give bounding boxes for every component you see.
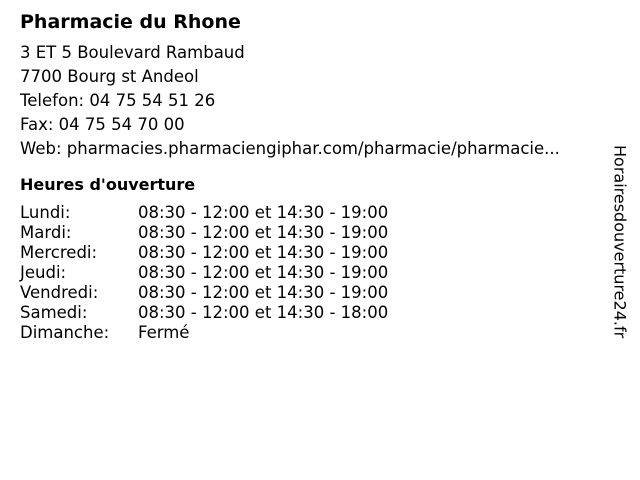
day-label: Jeudi:: [20, 263, 67, 282]
hours-row-tuesday: [20, 223, 600, 243]
pharmacy-name: Pharmacie du Rhone: [20, 11, 241, 33]
web-line[interactable]: Web: pharmacies.pharmaciengiphar.com/pharmacie/pharmacie...: [20, 139, 560, 158]
hours-row-sunday: [20, 323, 600, 343]
fax-line: Fax: 04 75 54 70 00: [20, 115, 185, 134]
address-line-2: 7700 Bourg st Andeol: [20, 67, 199, 86]
day-label: Vendredi:: [20, 283, 99, 302]
day-hours: 08:30 - 12:00 et 14:30 - 18:00: [138, 303, 389, 322]
contact-block: [20, 41, 600, 161]
day-label: Mardi:: [20, 223, 72, 242]
opening-hours-table: [20, 203, 600, 343]
watermark-text: Horairesdouverture24.fr: [610, 145, 630, 339]
day-hours: 08:30 - 12:00 et 14:30 - 19:00: [138, 263, 389, 282]
hours-row-saturday: [20, 303, 600, 323]
day-hours: 08:30 - 12:00 et 14:30 - 19:00: [138, 203, 389, 222]
day-label: Samedi:: [20, 303, 88, 322]
hours-row-thursday: [20, 263, 600, 283]
site-watermark: [600, 134, 640, 350]
day-label: Mercredi:: [20, 243, 98, 262]
day-hours: 08:30 - 12:00 et 14:30 - 19:00: [138, 243, 389, 262]
day-hours: 08:30 - 12:00 et 14:30 - 19:00: [138, 223, 389, 242]
day-label: Lundi:: [20, 203, 71, 222]
hours-row-friday: [20, 283, 600, 303]
opening-hours-heading: Heures d'ouverture: [20, 175, 196, 194]
hours-row-monday: [20, 203, 600, 223]
day-hours: 08:30 - 12:00 et 14:30 - 19:00: [138, 283, 389, 302]
hours-row-wednesday: [20, 243, 600, 263]
address-line-1: 3 ET 5 Boulevard Rambaud: [20, 43, 245, 62]
day-label: Dimanche:: [20, 323, 110, 342]
phone-line: Telefon: 04 75 54 51 26: [20, 91, 216, 110]
day-hours: Fermé: [138, 323, 190, 342]
pharmacy-card: [20, 8, 600, 343]
